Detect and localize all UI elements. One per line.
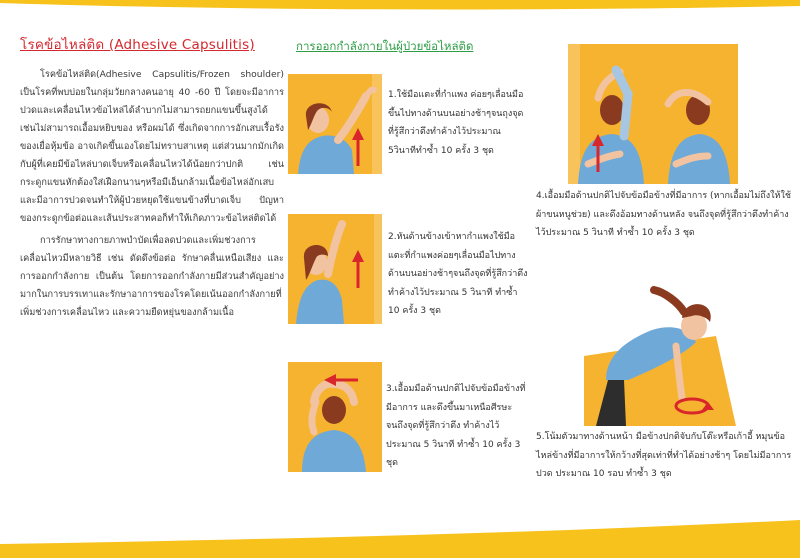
exercise-section-title: การออกกำลังกายในผู้ป่วยข้อไหล่ติด	[296, 39, 474, 53]
article-body	[20, 66, 284, 322]
exercise-2-photo	[288, 214, 382, 324]
exercise-4-instructions: 4.เอื้อมมือด้านปกติไปจับข้อมือข้างที่มีอาการ (หากเอื้อมไม่ถึงให้ใช้ผ้าขนหนูช่วย) และดึงอ้อมทางด้านหลัง จนถึงจุดที่รู้สึกว่าตึงทำค้างไว้ประมาณ 5 วินาที ทำซ้ำ 10 ครั้ง 3 ชุด	[536, 191, 791, 238]
exercise-3-photo	[288, 362, 382, 472]
top-decorative-band	[0, 0, 800, 14]
exercise-2-instructions: 2.หันด้านข้างเข้าหากำแพงใช้มือแตะที่กำแพงค่อยๆเลื่อนมือไปทางด้านบนอย่างช้าๆจนถึงจุดที่รู้สึกว่าตึงทำค้างไว้ประมาณ 5 วินาที ทำซ้ำ 10 ครั้ง 3 ชุด	[388, 232, 528, 316]
exercise-4-photo	[568, 44, 738, 184]
exercise-5-instructions: 5.โน้มตัวมาทางด้านหน้า มือข้างปกติจับกับโต๊ะหรือเก้าอี้ หมุนข้อไหล่ข้างที่มีอาการให้กว้างที่สุดเท่าที่ทำได้อย่างช้าๆ โดยไม่มีอาการปวด ประมาณ 10 รอบ ทำซ้ำ 3 ชุด	[536, 432, 792, 479]
intro-paragraph: โรคข้อไหล่ติด(Adhesive Capsulitis/Frozen shoulder) เป็นโรคที่พบบ่อยในกลุ่มวัยกลางคนอายุ 40 -60 ปี โดยจะมีอาการปวดและเคลื่อนไหวข้อไหล่ได้ลำบากไม่สามารถยกแขนขึ้นสูงได้ เช่นไม่สามารถเอื้อมหยิบของ หรือผมได้ ซึ่งเกิดจากการอักเสบเรื้อรังของเยื่อหุ้มข้อ อาจเกิดขึ้นเองโดยไม่ทราบสาเหตุ แต่ส่วนมากมักเกิดกับผู้ที่เคยมีข้อไหล่บาดเจ็บหรือเคลื่อนไหวได้น้อยกว่าปกติ เช่น กระดูกแขนหักต้องใส่เฝือกนานๆหรือมีเอ็นกล้ามเนื้อข้อไหล่อักเสบและมีอาการปวดจนทำให้ผู้ป่วยหยุดใช้แขนข้างที่บาดเจ็บ ปัญหาของกระดูกข้อต่อและเส้นประสาทคอก็ทำให้เกิดภาวะข้อไหล่ติดได้	[20, 69, 284, 224]
exercise-1-instructions: 1.ใช้มือแตะที่กำแพง ค่อยๆเลื่อนมือขึ้นไปทางด้านบนอย่างช้าๆจนถุงจุดที่รู้สึกว่าตึงทำค้างไว้ประมาณ 5วินาทีทำซ้ำ 10 ครั้ง 3 ชุด	[388, 90, 524, 156]
article-title: โรคข้อไหล่ติด (Adhesive Capsulitis)	[20, 37, 255, 53]
exercise-1-photo	[288, 74, 382, 174]
treatment-paragraph: การรักษาทางกายภาพบำบัดเพื่อลดปวดและเพิ่มช่วงการเคลื่อนไหวมีหลายวิธี เช่น ดัดดึงข้อต่อ รักษาคลื่นเหนือเสียง และการออกกำลังกาย เป็นต้น โดยการออกกำลังกายมีส่วนสำคัญอย่างมากในการบรรเทาและรักษาอาการของโรคโดยเน้นออกกำลังกายที่เพิ่มช่วงการเคลื่อนไหว และความยืดหยุ่นของกล้ามเนื้อ	[20, 235, 284, 318]
bottom-decorative-band	[0, 520, 800, 558]
exercise-5-photo	[566, 268, 742, 426]
exercise-3-instructions: 3.เอื้อมมือด้านปกติไปจับข้อมือข้างที่มีอาการ และดึงขึ้นมาเหนือศีรษะจนถึงจุดที่รู้สึกว่าตึง ทำค้างไว้ประมาณ 5 วินาที ทำซ้ำ 10 ครั้ง 3 ชุด	[386, 384, 526, 468]
